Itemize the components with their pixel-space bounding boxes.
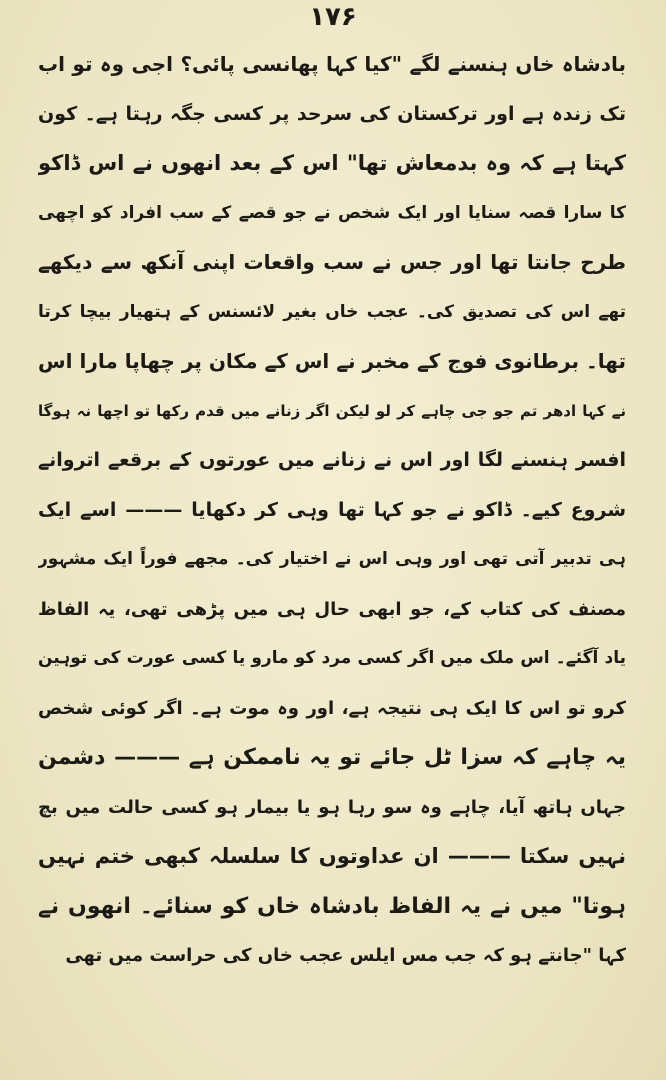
text-line: تھے اس کی تصدیق کی۔ عجب خاں بغیر لائسنس کے ہتھیار بیچا کرتا	[38, 301, 626, 322]
text-line: یہ چاہے کہ سزا ٹل جائے تو یہ ناممکن ہے ——— دشمن	[38, 745, 626, 770]
text-line: شروع کیے۔ ڈاکو نے جو کہا تھا وہی کر دکھایا ——— اسے ایک	[38, 498, 626, 521]
text-line: کہا "جانتے ہو کہ جب مس ایلس عجب خاں کی حراست میں تھی	[65, 945, 626, 966]
text-line: یاد آگئے۔ اس ملک میں اگر کسی مرد کو مارو یا کسی عورت کی توہین	[38, 648, 626, 668]
page-number: ۱۷۶	[309, 2, 357, 32]
text-line: طرح جانتا تھا اور جس نے سب واقعات اپنی آنکھ سے دیکھے	[38, 250, 626, 274]
text-line: ہی تدبیر آتی تھی اور وہی اس نے اختیار کی۔ مجھے فوراً ایک مشہور	[38, 549, 626, 569]
text-line: افسر ہنسنے لگا اور اس نے زنانے میں عورتوں کے برقعے اتروانے	[38, 449, 626, 471]
text-line: تک زندہ ہے اور ترکستان کی سرحد پر کسی جگہ رہتا ہے۔ کون	[38, 102, 626, 125]
text-line: بادشاہ خاں ہنسنے لگے "کیا کہا پھانسی پائی؟ اجی وہ تو اب	[38, 52, 626, 76]
text-line: ہوتا" میں نے یہ الفاظ بادشاہ خاں کو سنائے۔ انھوں نے	[38, 893, 626, 919]
text-line: نہیں سکتا ——— ان عداوتوں کا سلسلہ کبھی ختم نہیں	[38, 844, 626, 868]
text-line: مصنف کی کتاب کے، جو ابھی حال ہی میں پڑھی تھی، یہ الفاظ	[38, 598, 626, 620]
text-line: تھا۔ برطانوی فوج کے مخبر نے اس کے مکان پر چھاپا مارا اس	[38, 349, 626, 373]
text-line: کا سارا قصہ سنایا اور ایک شخص نے جو قصے کے سب افراد کو اچھی	[38, 202, 626, 223]
text-line: نے کہا ادھر تم جو جی چاہے کر لو لیکن اگر زنانے میں قدم رکھا تو اچھا نہ ہوگا	[38, 401, 626, 420]
text-line: کہتا ہے کہ وہ بدمعاش تھا" اس کے بعد انھوں نے اس ڈاکو	[38, 151, 626, 175]
text-line: جہاں ہاتھ آیا، چاہے وہ سو رہا ہو یا بیمار ہو کسی حالت میں بچ	[38, 796, 626, 818]
text-line: کرو تو اس کا ایک ہی نتیجہ ہے، اور وہ موت ہے۔ اگر کوئی شخص	[38, 697, 626, 719]
body-text	[38, 40, 626, 981]
